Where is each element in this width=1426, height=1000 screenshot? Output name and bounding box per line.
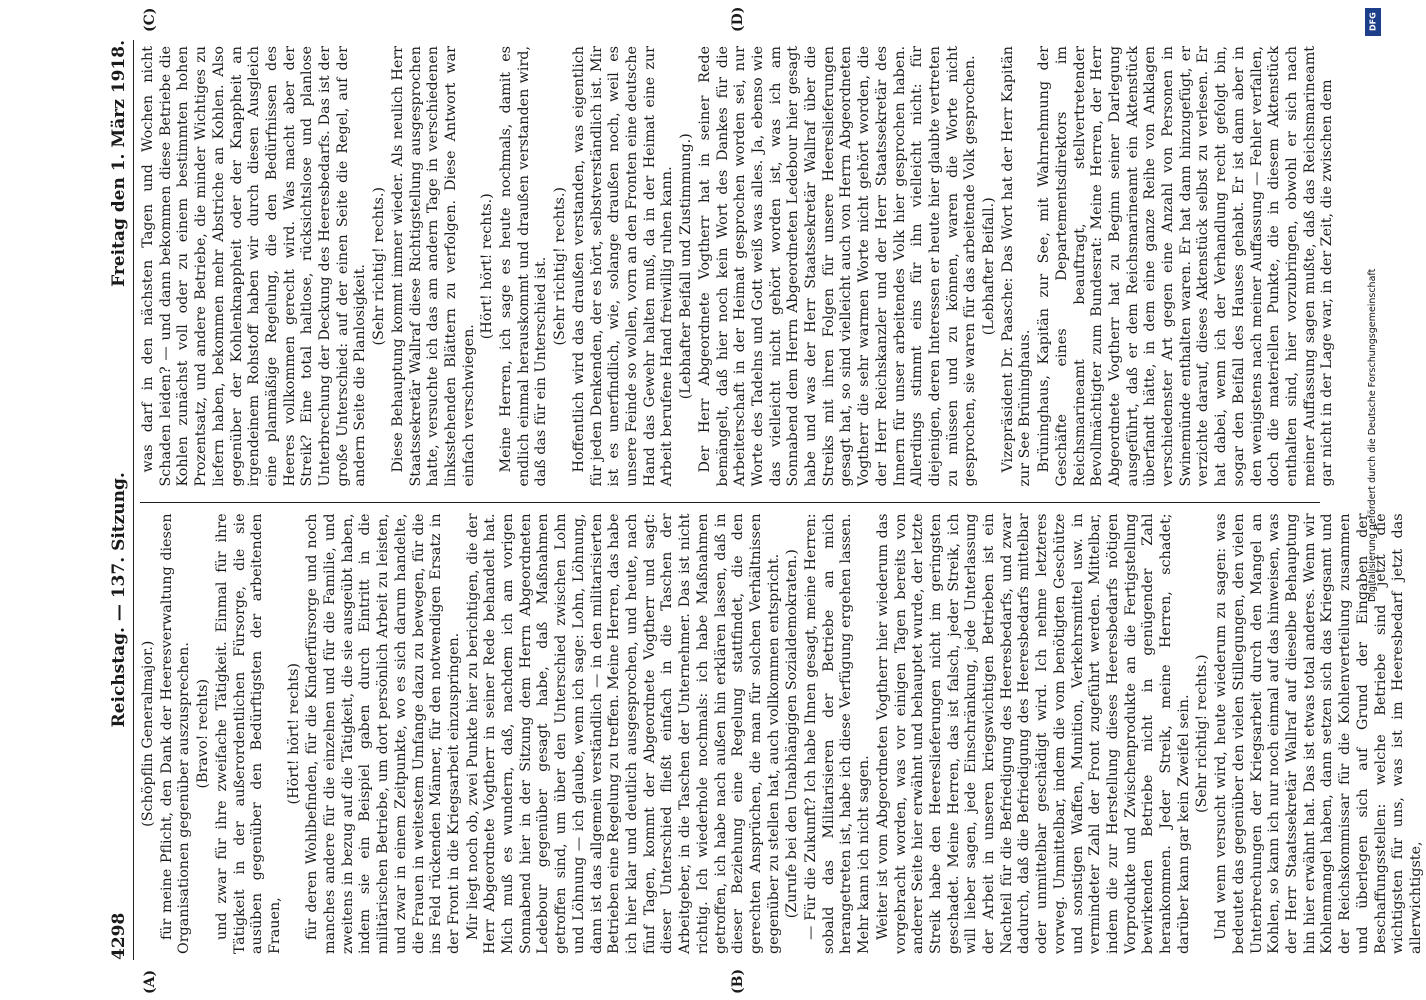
paragraph: — Für die Zukunft? Ich habe Ihnen gesagt, meine Herren: sobald das Militarisieren der Betriebe an mich herangetreten ist, habe ich diese Verfügung ergehen lassen. Mehr kann ich nicht sagen. [803,513,873,954]
session-title: Reichstag. — 137. Sitzung. [109,472,129,728]
interjection: (Sehr richtig! rechts.) [371,187,388,346]
margin-marker-b: (B) [730,968,746,994]
interjection: (Lebhafter Beifall.) [981,197,998,336]
paragraph: Mir liegt noch ob, zwei Punkte hier zu berichtigen, die der Herr Abgeordnete Vogtherr in seiner Rede behandelt hat. Mich muß es wundern, daß, nachdem ich am vorigen Sonnabend hier in der Sitzung dem Herrn Abgeordneten Ledebour gegenüber gesagt habe, daß Maßnahmen getroffen sind, um über den Unterschied zwischen Lohn und Löhnung — ich glaube, wenn ich sage: Lohn, Löhnung, dann ist das allgemein verständlich — in den militarisierten Betrieben eine Regelung zu treffen. Meine Herren, das habe ich hier klar und deutlich ausgesprochen, und heute, nach fünf Tagen, kommt der Abgeordnete Vogtherr und sagt: dieser Unterschied fließt einfach in die Taschen der Arbeitgeber, in die Taschen der Unternehmer. Das ist nicht richtig. Ich wiederhole nochmals: ich habe Maßnahmen getroffen, ich habe nach außen hin erklären lassen, daß in dieser Beziehung eine Regelung stattfindet, die den gerechten Ansprüchen, die man für solchen Verhältnissen gegenüber zu stellen hat, auch vollkommen entspricht. [464,513,782,954]
paragraph: Brüninghaus, Kapitän zur See, mit Wahrnehmung der Geschäfte eines Departementsdirektors im Reichsmarineamt beauftragt, stellvertretender Bevollmächtigter zum Bundesrat: Meine Herren, der Herr Abgeordnete Vogtherr hat zu Beginn seiner Darlegung ausgeführt, daß er dem Reichsmarineamt ein Aktenstück überfandt hätte, in dem eine ganze Reihe von Anklagen verschiedenster Art gegen eine Anzahl von Personen in Swinemünde enthalten waren. Er hat dann hinzugefügt, er verzichte darauf, dieses Aktenstück selbst zu verlesen. Er hat dabei, wenn ich der Verhandlung recht gefolgt bin, sogar den Beifall des Hauses gehabt. Er ist dann aber in den wenigstens nach meiner Auffassung — Fehler verfallen, doch die materiellen Punkte, die in diesem Aktenstück enthalten sind, hier vorzubringen, obwohl er sich nach meiner Auffassung sagen mußte, daß das Reichsmarineamt gar nicht in der Lage war, in der Zeit, die zwischen dem [1036,46,1336,487]
page-header [90,40,134,960]
paragraph: für deren Wohlbefinden, für die Kinderfürsorge und noch manches andere für die einzelnen und für die Familie, und zweitens in bezug auf die Tätigkeit, die sie ausgeübt haben, indem sie ein Beispiel gaben durch Eintritt in die militärischen Betriebe, um dort persönlich Arbeit zu leisten, und zwar in einem Zeitpunkte, wo es sich darum handelte, die Frauen in weitestem Umfange dazu zu bewegen, für die ins Feld rückenden Männer, für den notwendigen Ersatz in der Front in die Kriegsarbeit einzuspringen. [304,513,462,954]
paragraph: Meine Herren, ich sage es heute nochmals, damit es endlich einmal herauskommt und draußen verstanden wird, daß das für ein Unterschied ist. [498,46,550,487]
left-column [140,507,1424,960]
digitization-credit [1363,8,1383,998]
interjection: (Sehr richtig! rechts.) [1194,654,1211,813]
paragraph: Der Herr Abgeordnete Vogtherr hat in seiner Rede bemängelt, daß hier noch kein Wort des Dankes für die Arbeiterschaft in der Heimat gesprochen worden sei, nur Worte des Tadelns und Gott weiß was alles. Ja, ebenso wie das vielleicht nicht gehört worden ist, was ich am Sonnabend dem Herrn Abgeordneten Ledebour hier gesagt habe und was der Herr Staatssekretär Wallraf über die Streiks mit ihren Folgen für unsere Heereslieferungen gesagt hat, so sind vielleicht auch von Herrn Abgeordneten Vogtherr die sehr warmen Worte nicht gehört worden, die der Herr Reichskanzler und der Herr Staatssekretär des Innern für unser arbeitendes Volk hier gesprochen haben. Allerdings stimmt eins für ihn vielleicht nicht: für diejenigen, deren Interessen er heute hier glaubte vertreten zu müssen und zu können, waren die Worte nicht gesprochen, sie waren für das arbeitende Volk gesprochen. [696,46,979,487]
interjection: (Sehr richtig! rechts.) [552,187,569,346]
paragraph: Hoffentlich wird das draußen verstanden, was eigentlich für jeden Denkenden, der es hört, selbstverständlich ist. Mir ist es unerfindlich, wie, solange draußen noch, weil es unsere Feinde so wollen, vorn an den Fronten eine deutsche Hand das Gewehr halten muß, da in der Heimat eine zur Arbeit berufene Hand freiwillig ruhen kann. [570,46,676,487]
page-number: 4298 [109,912,129,960]
right-column [140,40,1336,493]
interjection: (Hört! hört! rechts) [285,663,302,805]
column-divider [140,493,1320,504]
paragraph: und zwar für ihre zweifache Tätigkeit. Einmal für ihre Tätigkeit in der außerordentlichen Fürsorge, die sie ausüben gegenüber den Bedürftigsten der arbeitenden Frauen, [213,513,283,954]
interjection: (Hört! hört! rechts.) [479,193,496,340]
dfg-logo: DFG [1365,8,1381,36]
margin-marker-d: (D) [730,6,746,32]
margin-marker-c: (C) [142,7,158,32]
interjection: (Bravo! rechts) [195,678,212,789]
margin-marker-a: (A) [142,969,158,994]
paragraph: (Schöpflin Generalmajor.) [140,640,156,827]
paragraph: für meine Pflicht, den Dank der Heeresverwaltung diesen Organisationen gegenüber auszusprechen. [158,513,193,954]
paragraph: Diese Behauptung kommt immer wieder. Als neulich Herr Staatssekretär Wallraf diese Richtigstellung ausgesprochen hatte, versuchte ich das am andern Tage in verschiedenen linksstehenden Blättern zu verfolgen. Diese Antwort war einfach verschwiegen. [389,46,477,487]
paragraph: Weiter ist vom Abgeordneten Vogtherr hier wiederum das vorgebracht worden, was vor einigen Tagen bereits von anderer Seite hier erwähnt und behauptet wurde, der letzte Streik habe den Heereslieferungen nicht im geringsten geschadet. Meine Herren, das ist falsch, jeder Streik, ich will lieber sagen, jede Einschränkung, jede Unterlassung der Arbeit in unseren kriegswichtigen Betrieben ist ein Nachteil für die Befriedigung des Heeresbedarfs, und zwar dadurch, daß die Befriedigung des Heeresbedarfs mittelbar oder unmittelbar geschädigt wird. Ich nehme letzteres vorweg. Unmittelbar, indem die vom benötigten Geschütze und sonstigen Waffen, Munition, Verkehrsmittel usw. in vermindeter Zahl der Front zugeführt werden. Mittelbar, indem die zur Herstellung dieses Heeresbedarfs nötigen Vorprodukte und Zwischenprodukte an die Fertigstellung bewirkenden Betriebe nicht in genügender Zahl herankommen. Jeder Streik, meine Herren, schadet; darüber kann gar kein Zweifel sein. [874,513,1192,954]
paragraph: was darf in den nächsten Tagen und Wochen nicht Schaden leiden? — und dann bekommen diese Betriebe die Kohlen zunächst voll oder zu einem bestimmten hohen Prozentsatz, und andere Betriebe, die minder Wichtiges zu liefern haben, bekommen mehr Abstriche an Kohlen. Also gegenüber der Kohlenknappheit oder der Knappheit an irgendeinem Rohstoff haben wir durch diesen Ausgleich eine planmäßige Regelung, die den Bedürfnissen des Heeres vollkommen gerecht wird. Was macht aber der Streik? Eine total haltlose, rücksichtslose und planlose Unterbrechung der Deckung des Heeresbedarfs. Das ist der große Unterschied: auf der einen Seite die Regel, auf der andern Seite die Planlosigkeit. [140,46,369,487]
credit-text: Digitalisierung gefördert durch die Deutsche Forschungsgemeinschaft [1367,268,1378,602]
interjection: (Zurufe bei den Unabhängigen Sozialdemokraten.) [784,549,801,919]
paragraph: Und wenn versucht wird, heute wiederum zu sagen: was bedeutet das gegenüber den vielen Stillegungen, den vielen Unterbrechungen der Kriegsarbeit durch den Mangel an Kohlen, so kann ich nur noch einmal auf das hinweisen, was der Herr Staatssekretär Wallraf auf dieselbe Behauptung hin hier erwähnt hat. Das ist etwas total anderes. Wenn wir Kohlenmangel haben, dann setzen sich das Kriegsamt und der Reichskommissar für die Kohlenverteilung zusammen und überlegen sich auf Grund der Eingaben der Beschaffungsstellen: welche Betriebe sind jetzt die wichtigsten für uns, was ist im Heeresbedarf jetzt das allerwichtigste, [1213,513,1424,954]
session-date: Freitag den 1. März 1918. [109,40,129,287]
paragraph: Vizepräsident Dr. Paasche: Das Wort hat der Herr Kapitän zur See Brüninghaus. [999,46,1034,487]
interjection: (Lebhafter Beifall und Zustimmung.) [678,133,695,400]
